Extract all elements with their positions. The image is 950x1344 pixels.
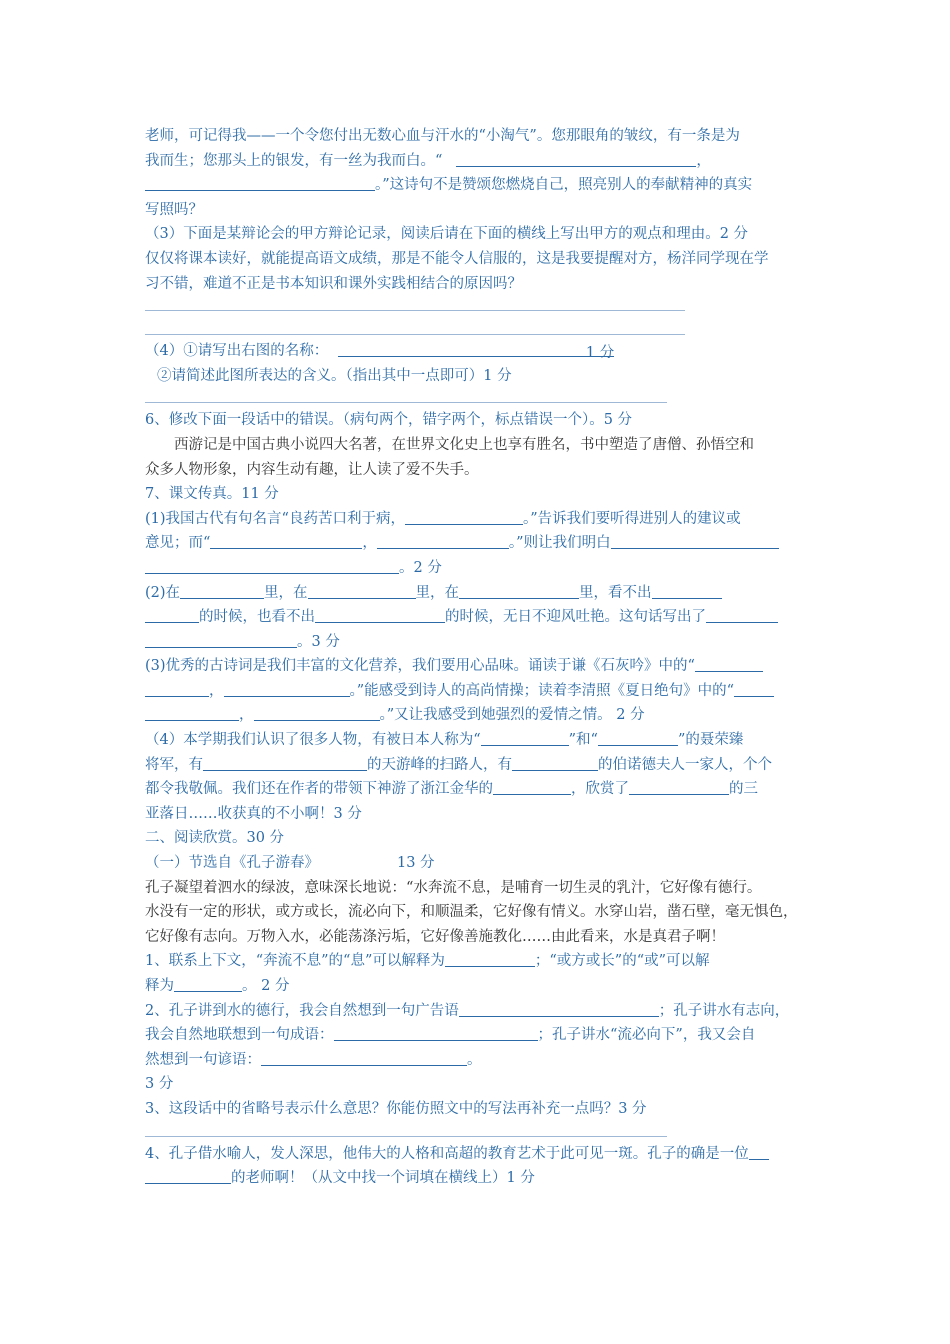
answer-blank[interactable] — [459, 1000, 659, 1016]
answer-blank[interactable] — [611, 533, 779, 549]
q6-line2: 众多人物形象，内容生动有趣，让人读了爱不失手。 — [145, 461, 479, 478]
answer-blank[interactable] — [695, 656, 763, 672]
answer-blank[interactable] — [652, 582, 722, 598]
passage-line3: 它好像有志向。万物入水，必能荡涤污垢，它好像善施教化……由此看来，水是真君子啊！ — [145, 928, 725, 945]
answer-blank[interactable] — [512, 754, 598, 770]
q7-2-line3: 。3 分 — [145, 630, 810, 655]
q7-2-line1: (2)在 里，在 里，在 里，看不出 — [145, 581, 810, 606]
q7-1-line3: 。2 分 — [145, 556, 810, 581]
q7-4-line2: 将军，有 的天游峰的扫路人，有 的伯诺德夫人一家人，个个 — [145, 753, 810, 778]
part2-title: 二、阅读欣赏。30 分 — [145, 830, 285, 847]
answer-blank[interactable] — [174, 976, 242, 992]
answer-blank[interactable] — [145, 705, 239, 721]
answer-blank[interactable] — [145, 607, 199, 623]
answer-blank[interactable]: 1 分 — [338, 341, 614, 357]
answer-blank[interactable] — [706, 607, 778, 623]
answer-blank[interactable] — [493, 779, 571, 795]
p2-q3: 3、这段话中的省略号表示什么意思？你能仿照文中的写法再补充一点吗？3 分 — [145, 1100, 647, 1117]
q7-title: 7、课文传真。11 分 — [145, 486, 279, 503]
answer-blank[interactable] — [254, 705, 380, 721]
q6-line1: 西游记是中国古典小说四大名著，在世界文化史上也享有胜名，书中塑造了唐僧、孙悟空和 — [174, 436, 754, 453]
q7-3-line1: (3)优秀的古诗词是我们丰富的文化营养，我们要用心品味。诵读于谦《石灰吟》中的“ — [145, 654, 810, 679]
answer-blank[interactable] — [481, 730, 569, 746]
p2-q4-line1: 4、孔子借水喻人，发人深思，他伟大的人格和高超的教育艺术于此可见一斑。孔子的确是一位 — [145, 1142, 810, 1167]
answer-blank[interactable] — [334, 1025, 538, 1041]
q5-3-line2: 仅仅将课本读好，就能提高语文成绩，那是不能令人信服的，这是我要提醒对方，杨洋同学现在学 — [145, 250, 769, 267]
p2-q2-line1: 2、孔子讲到水的德行，我会自然想到一句广告语 ；孔子讲水有志向， — [145, 999, 810, 1024]
answer-blank[interactable] — [377, 533, 509, 549]
answer-blank[interactable] — [629, 779, 729, 795]
q7-4-line1: （4）本学期我们认识了很多人物，有被日本人称为“ ”和“ ”的聂荣臻 — [145, 728, 810, 753]
p2-q2-score: 3 分 — [145, 1076, 174, 1093]
q7-4-line3: 都令我敬佩。我们还在作者的带领下神游了浙江金华的 ，欣赏了 的三 — [145, 777, 810, 802]
answer-blank[interactable] — [734, 681, 774, 697]
q7-1-line1: (1)我国古代有句名言“良药苦口利于病， 。”告诉我们要听得进别人的建议或 — [145, 507, 810, 532]
answer-blank[interactable] — [145, 1168, 231, 1184]
answer-blank[interactable] — [308, 582, 416, 598]
q5-4-line2: ②请简述此图所表达的含义。（指出其中一点即可）1 分 — [157, 367, 512, 384]
q5-3-title: （3）下面是某辩论会的甲方辩论记录，阅读后请在下面的横线上写出甲方的观点和理由。2 分 — [145, 226, 749, 243]
answer-blank[interactable] — [456, 150, 696, 166]
q5-2-line4: 写照吗？ — [145, 201, 203, 218]
answer-blank[interactable] — [210, 533, 362, 549]
answer-blank[interactable] — [598, 730, 678, 746]
p2-q2-line3: 然想到一句谚语： 。 — [145, 1048, 810, 1073]
q7-3-line2: ， 。”能感受到诗人的高尚情操；读着李清照《夏日绝句》中的“ — [145, 679, 810, 704]
section1-title: （一）节选自《孔子游春》 13 分 — [145, 855, 435, 872]
p2-q4-line2: 的老师啊！（从文中找一个词填在横线上）1 分 — [145, 1166, 810, 1191]
answer-blank[interactable] — [261, 1050, 467, 1066]
answer-blank[interactable] — [405, 509, 523, 525]
q5-3-line3: 习不错，难道不正是书本知识和课外实践相结合的原因吗？ — [145, 275, 522, 292]
q5-2-line2: 我而生；您那头上的银发，有一丝为我而白。“ ， — [145, 149, 810, 174]
q5-2-line1: 老师，可记得我——一个令您付出无数心血与汗水的“小淘气”。您那眼角的皱纹，有一条是为 — [145, 128, 740, 144]
q7-3-line3: ， 。”又让我感受到她强烈的爱情之情。 2 分 — [145, 703, 810, 728]
q6-title: 6、修改下面一段话中的错误。（病句两个，错字两个，标点错误一个）。5 分 — [145, 412, 633, 429]
passage-line2: 水没有一定的形状，或方或长，流必向下，和顺温柔，它好像有情义。水穿山岩，凿石壁，毫无惧色， — [145, 904, 798, 921]
q7-1-line2: 意见；而“ ， 。”则让我们明白 — [145, 531, 810, 556]
answer-blank[interactable] — [203, 754, 367, 770]
answer-blank[interactable] — [445, 951, 535, 967]
answer-blank[interactable] — [224, 681, 350, 697]
q7-2-line2: 的时候，也看不出 的时候，无日不迎风吐艳。这句话写出了 — [145, 605, 810, 630]
q5-4-line1: （4）①请写出右图的名称： 1 分 — [145, 343, 615, 362]
answer-blank[interactable] — [180, 582, 264, 598]
answer-blank[interactable] — [145, 681, 209, 697]
p2-q1-line2: 释为 。 2 分 — [145, 974, 810, 999]
answer-blank[interactable] — [315, 607, 445, 623]
passage-line1: 孔子凝望着泗水的绿波，意味深长地说：“水奔流不息，是哺育一切生灵的乳汁，它好像有德行。 — [145, 879, 762, 896]
p2-q1-line1: 1、联系上下文，“奔流不息”的“息”可以解释为 ；“或方或长”的“或”可以解 — [145, 949, 810, 974]
answer-blank[interactable] — [145, 631, 297, 647]
answer-blank[interactable] — [749, 1143, 769, 1159]
p2-q2-line2: 我会自然地联想到一句成语： ；孔子讲水“流必向下”，我又会自 — [145, 1023, 810, 1048]
answer-blank[interactable] — [145, 558, 399, 574]
answer-blank[interactable] — [459, 582, 579, 598]
q5-2-line3: 。”这诗句不是赞颂您燃烧自己，照亮别人的奉献精神的真实 — [145, 173, 810, 198]
answer-blank[interactable] — [145, 175, 375, 191]
q7-4-line4: 亚落日……收获真的不小啊！3 分 — [145, 805, 362, 822]
exam-page — [145, 124, 810, 1191]
